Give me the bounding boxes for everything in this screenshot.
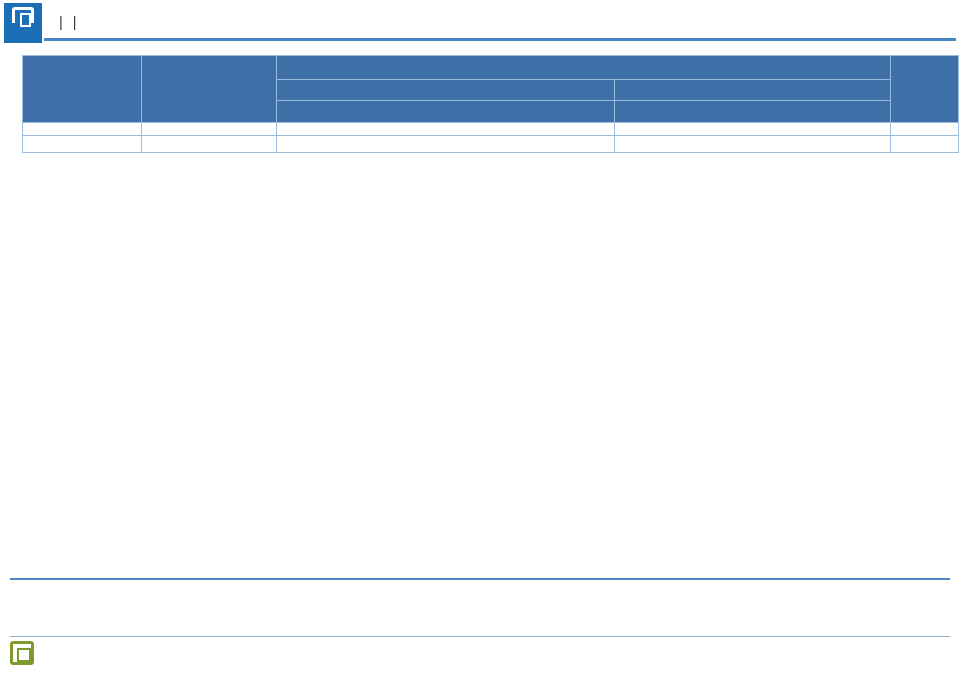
plan-table [22,55,959,153]
cell-tematy [142,136,277,153]
cell-podstawowe-continued [277,123,615,136]
ucze-pl-logo [10,641,130,667]
ucze-pl-logo-icon [10,641,34,665]
table-row-continued [23,123,959,136]
header-uwagi [891,56,959,123]
table-row-blok-2 [23,136,959,153]
header-uczen-ponadpodstawowe [615,101,891,123]
cell-ponad-empty [615,123,891,136]
header-ponadpodstawowe [615,80,891,101]
header-bar [44,7,956,41]
header-title: | | [59,15,77,31]
header-uczen-podstawowe [277,101,615,123]
header-podstawowe [277,80,615,101]
requirements-list-continued [277,123,606,135]
wsip-logo-icon [12,7,34,23]
cell-podstawowe [277,136,615,153]
cell-blok-empty [23,123,142,136]
cell-blok [23,136,142,153]
header-tematy [142,56,277,123]
footer-divider [10,636,950,637]
cell-ponadpodstawowe [615,136,891,153]
header-bloki [23,56,142,123]
cell-tematy-empty [142,123,277,136]
requirements-list [277,136,606,152]
cell-uwagi-empty [891,123,959,136]
wsip-logo [4,3,42,43]
header-wymagania [277,56,891,80]
cell-uwagi [891,136,959,153]
authors-divider [10,578,950,580]
